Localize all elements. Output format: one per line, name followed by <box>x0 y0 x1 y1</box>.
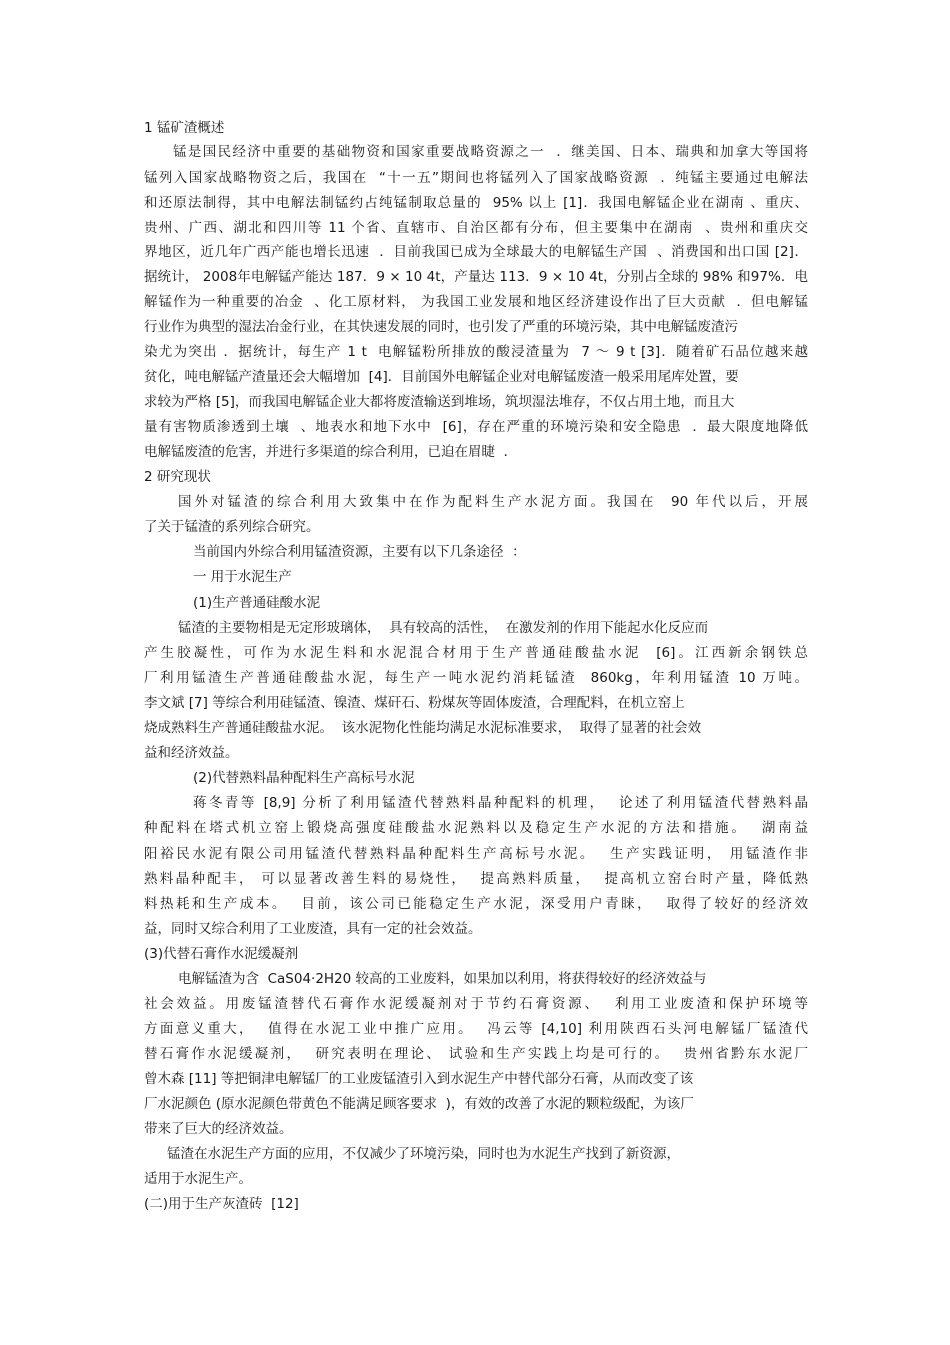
text-line: 种配料在塔式机立窑上锻烧高强度硅酸盐水泥熟料以及稳定生产水泥的方法和措施。 湖南益 <box>144 820 808 836</box>
text-line: 李文斌 [7] 等综合利用硅锰渣、镍渣、煤矸石、粉煤灰等固体废渣，合理配料，在机立窑上 <box>144 695 685 711</box>
text-line: 厂利用锰渣生产普通硅酸盐水泥，每生产一吨水泥约消耗锰渣 860kg，年利用锰渣 10 万吨。 <box>144 670 808 686</box>
text-line: 益，同时又综合利用了工业废渣，具有一定的社会效益。 <box>144 921 482 937</box>
text-line: 解锰作为一种重要的冶金 、化工原材料， 为我国工业发展和地区经济建设作出了巨大贡献 ．但电解锰 <box>144 294 808 310</box>
text-line: 曾木森 [11] 等把铜津电解锰厂的工业废锰渣引入到水泥生产中替代部分石膏，从而改变了该 <box>144 1071 694 1087</box>
text-line: 据统计， 2008年电解锰产能达 187．9 × 10 4t，产量达 113．9 × 10 4t，分别占全球的 98% 和97%．电 <box>144 269 808 285</box>
text-line: 1 锰矿渣概述 <box>144 120 225 136</box>
text-line: 方面意义重大， 值得在水泥工业中推广应用。 冯云等 [4,10] 利用陕西石头河电解锰厂锰渣代 <box>144 1021 808 1037</box>
text-line: 蒋冬青等 [8,9] 分析了利用锰渣代替熟料晶种配料的机理， 论述了利用锰渣代替熟料晶 <box>193 795 808 811</box>
text-line: 厂水泥颜色 (原水泥颜色带黄色不能满足顾客要求 )，有效的改善了水泥的颗粒级配，为该厂 <box>144 1096 694 1112</box>
text-line: 了关于锰渣的系列综合研究。 <box>144 519 320 535</box>
text-line: 益和经济效益。 <box>144 745 239 761</box>
text-line: 2 研究现状 <box>144 469 211 485</box>
text-line: 界地区，近几年广西产能也增长迅速 ．目前我国已成为全球最大的电解锰生产国 、消费国和出口国 [2]． <box>144 244 808 260</box>
text-line: 贫化，吨电解锰产渣量还会大幅增加 [4]．目前国外电解锰企业对电解锰废渣一般采用尾库处置，要 <box>144 369 739 385</box>
text-line: 锰是国民经济中重要的基础物资和国家重要战略资源之一 ．继美国、日本、瑞典和加拿大等国将 <box>173 144 808 160</box>
text-line: (2)代替熟料晶种配料生产高标号水泥 <box>193 770 415 786</box>
text-line: 阳裕民水泥有限公司用锰渣代替熟料晶种配料生产高标号水泥。 生产实践证明， 用锰渣作非 <box>144 846 808 862</box>
text-line: 贵州、广西、湖北和四川等 11 个省、直辖市、自治区都有分布，但主要集中在湖南 、贵州和重庆交 <box>144 220 808 236</box>
text-line: 锰渣的主要物相是无定形玻璃体， 具有较高的活性， 在激发剂的作用下能起水化反应而 <box>178 620 709 636</box>
text-line: 染尤为突出 ．据统计，每生产 1 t 电解锰粉所排放的酸浸渣量为 7 ～ 9 t [3]．随着矿石品位越来越 <box>144 344 808 360</box>
text-line: (1)生产普通硅酸水泥 <box>193 595 321 611</box>
text-line: 社会效益。用废锰渣替代石膏作水泥缓凝剂对于节约石膏资源、 利用工业废渣和保护环境等 <box>144 996 808 1012</box>
text-line: 产生胶凝性，可作为水泥生料和水泥混合材用于生产普通硅酸盐水泥 [6]。江西新余钢铁总 <box>144 645 808 661</box>
text-line: 当前国内外综合利用锰渣资源，主要有以下几条途径 ： <box>193 544 526 560</box>
text-line: 电解锰渣为含 CaS04·2H20 较高的工业废料，如果加以利用，将获得较好的经济效益与 <box>178 971 707 987</box>
text-line: 和还原法制得，其中电解法制锰约占纯锰制取总量的 95% 以上 [1]．我国电解锰企业在湖南 、重庆、 <box>144 195 808 211</box>
text-line: 替石膏作水泥缓凝剂， 研究表明在理论、 试验和生产实践上均是可行的。 贵州省黔东水泥厂 <box>144 1046 808 1062</box>
text-line: 锰渣在水泥生产方面的应用，不仅减少了环境污染，同时也为水泥生产找到了新资源， <box>167 1146 680 1162</box>
text-line: 求较为严格 [5]，而我国电解锰企业大都将废渣输送到堆场，筑坝湿法堆存，不仅占用土地，而且大 <box>144 394 735 410</box>
text-line: 熟料晶种配丰， 可以显著改善生料的易烧性， 提高熟料质量， 提高机立窑台时产量，降低熟 <box>144 871 808 887</box>
text-line: 一 用于水泥生产 <box>193 569 292 585</box>
text-line: 量有害物质渗透到土壤 、地表水和地下水中 [6]，存在严重的环境污染和安全隐患 ．最大限度地降低 <box>144 419 808 435</box>
text-line: 烧成熟料生产普通硅酸盐水泥。 该水泥物化性能均满足水泥标准要求， 取得了显著的社会效 <box>144 720 702 736</box>
text-line: 国外对锰渣的综合利用大致集中在作为配料生产水泥方面。我国在 90 年代以后，开展 <box>178 494 808 510</box>
text-line: (3)代替石膏作水泥缓凝剂 <box>144 946 299 962</box>
text-line: (二)用于生产灰渣砖 [12] <box>144 1196 299 1212</box>
text-line: 带来了巨大的经济效益。 <box>144 1121 293 1137</box>
text-line: 行业作为典型的湿法冶金行业，在其快速发展的同时，也引发了严重的环境污染，其中电解锰废渣污 <box>144 319 738 335</box>
text-line: 料热耗和生产成本。 目前，该公司已能稳定生产水泥，深受用户青睐， 取得了较好的经济效 <box>144 896 808 912</box>
text-line: 电解锰废渣的危害，并进行多渠道的综合利用，已迫在眉睫 ． <box>144 444 518 460</box>
text-line: 锰列入国家战略物资之后，我国在 “十一五”期间也将锰列入了国家战略资源 ．纯锰主要通过电解法 <box>144 170 808 186</box>
text-line: 适用于水泥生产。 <box>144 1171 252 1187</box>
